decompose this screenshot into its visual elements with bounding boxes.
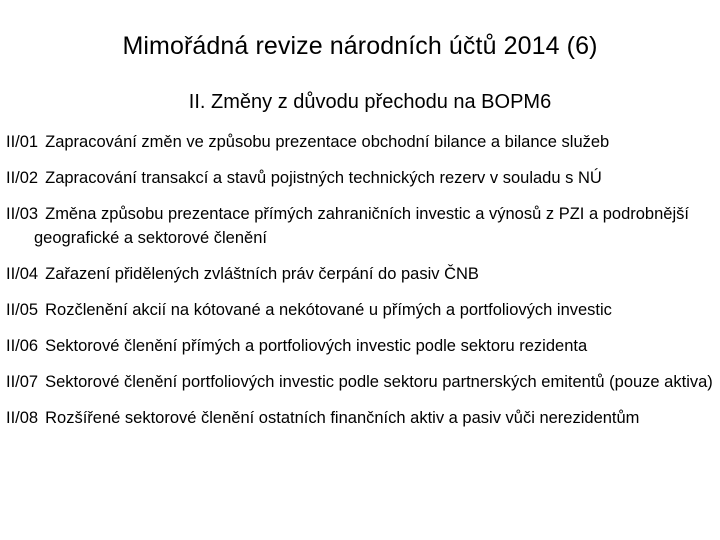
- change-list: [6, 130, 718, 442]
- section-heading: II. Změny z důvodu přechodu na BOPM6: [188, 91, 552, 113]
- item-text: Změna způsobu prezentace přímých zahraničních investic a výnosů z PZI a podrobnější geografické a sektorové členění: [34, 205, 689, 247]
- item-text: Sektorové členění portfoliových investic podle sektoru partnerských emitentů (pouze aktiva): [45, 373, 713, 391]
- item-text: Rozšířené sektorové členění ostatních finančních aktiv a pasiv vůči nerezidentům: [45, 409, 640, 427]
- list-item: [6, 166, 718, 190]
- item-text: Zapracování změn ve způsobu prezentace obchodní bilance a bilance služeb: [45, 133, 610, 151]
- list-item: [6, 130, 718, 154]
- item-code: II/02: [6, 169, 39, 187]
- item-text: Zařazení přidělených zvláštních práv čerpání do pasiv ČNB: [45, 265, 479, 283]
- item-code: II/07: [6, 373, 39, 391]
- item-code: II/06: [6, 337, 39, 355]
- list-item: [6, 334, 718, 358]
- list-item: [6, 298, 718, 322]
- item-code: II/01: [6, 133, 39, 151]
- item-text: Zapracování transakcí a stavů pojistných technických rezerv v souladu s NÚ: [45, 169, 602, 187]
- list-item: [6, 406, 718, 430]
- item-code: II/04: [6, 265, 39, 283]
- item-code: II/08: [6, 409, 39, 427]
- item-code: II/03: [6, 205, 39, 223]
- list-item: [6, 202, 718, 250]
- slide-title: Mimořádná revize národních účtů 2014 (6): [122, 32, 598, 60]
- item-text: Rozčlenění akcií na kótované a nekótované u přímých a portfoliových investic: [45, 301, 612, 319]
- item-text: Sektorové členění přímých a portfoliových investic podle sektoru rezidenta: [45, 337, 588, 355]
- list-item: [6, 370, 718, 394]
- list-item: [6, 262, 718, 286]
- item-code: II/05: [6, 301, 39, 319]
